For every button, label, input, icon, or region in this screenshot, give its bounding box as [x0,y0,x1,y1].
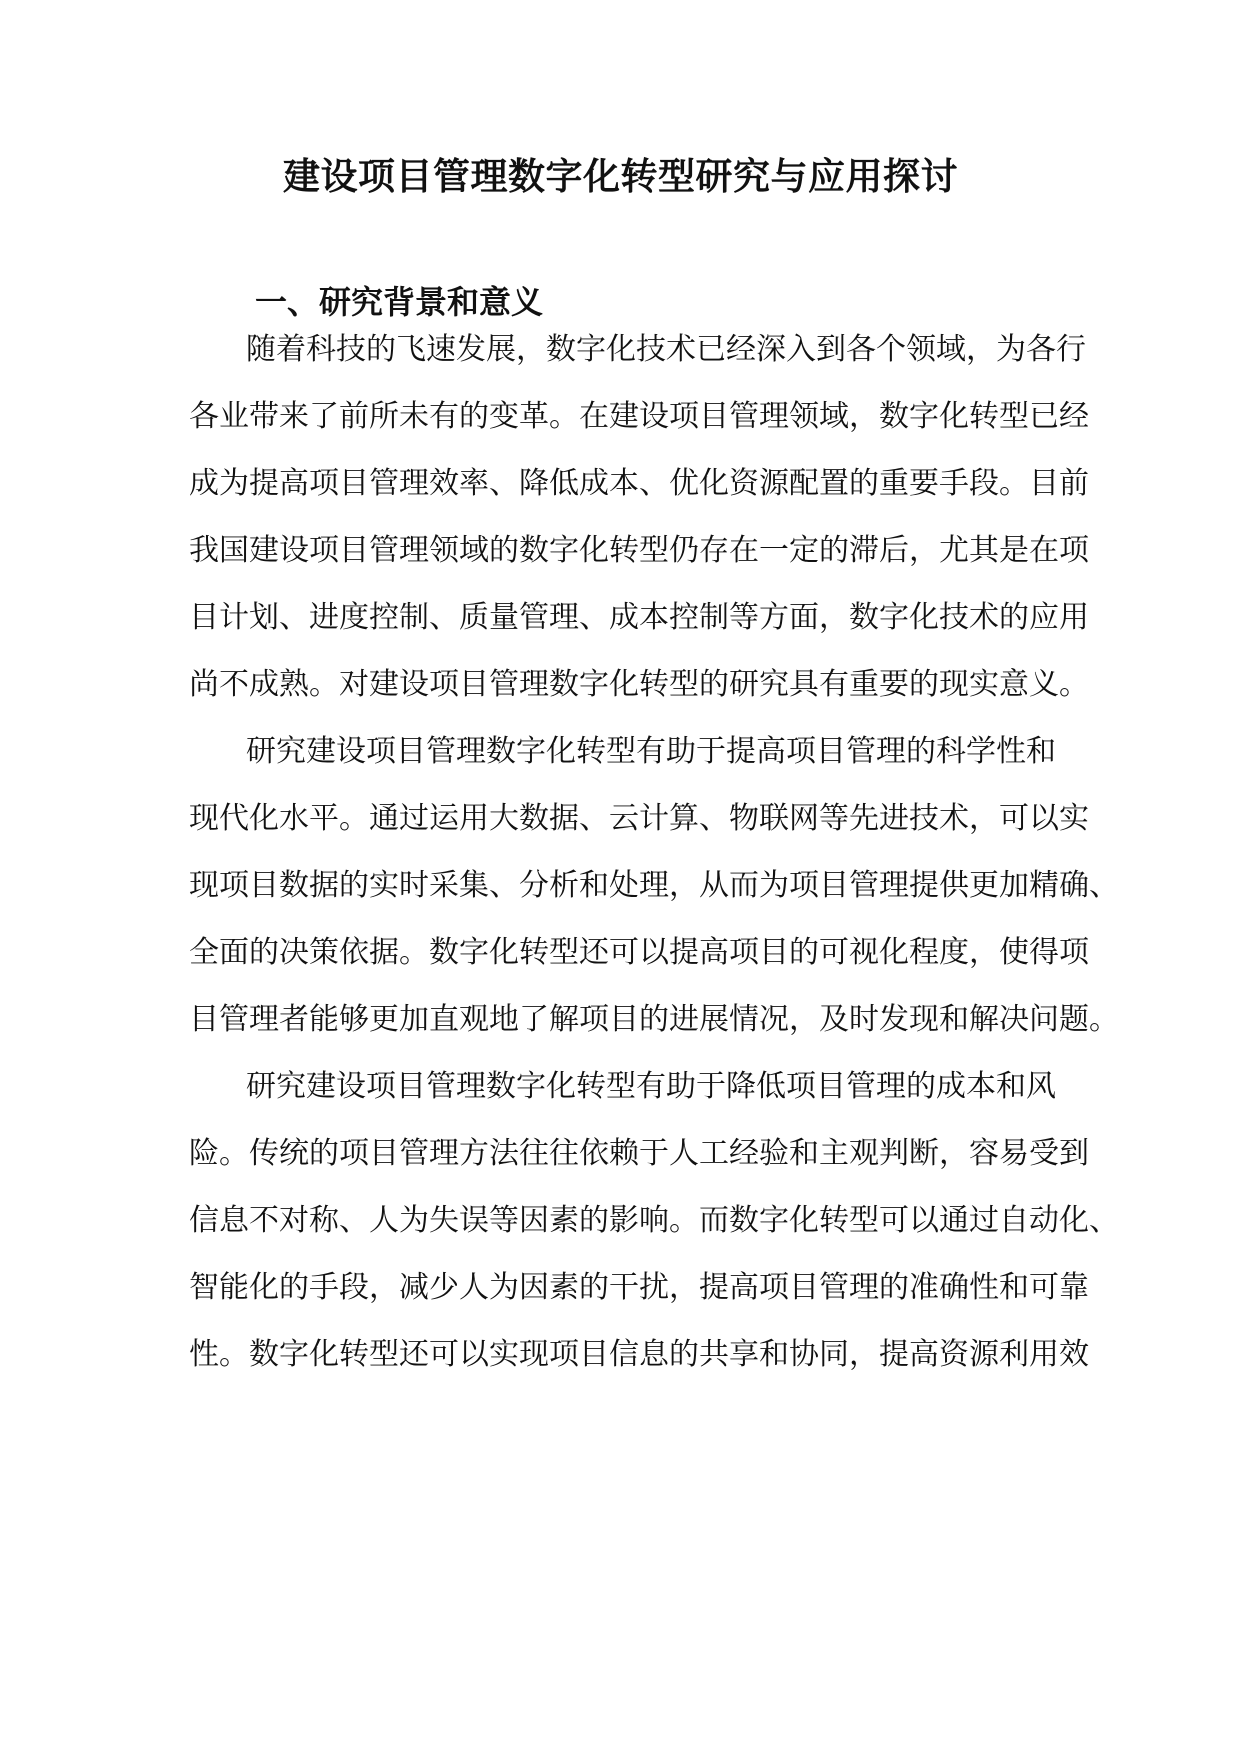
paragraph-line: 信息不对称、人为失误等因素的影响。而数字化转型可以通过自动化、 [189,1203,1119,1238]
paragraph-line: 性。数字化转型还可以实现项目信息的共享和协同，提高资源利用效 [189,1337,1089,1372]
paragraph-line: 险。传统的项目管理方法往往依赖于人工经验和主观判断，容易受到 [189,1136,1089,1171]
paragraph-line: 我国建设项目管理领域的数字化转型仍存在一定的滞后，尤其是在项 [189,533,1089,568]
paragraph-line: 尚不成熟。对建设项目管理数字化转型的研究具有重要的现实意义。 [189,667,1089,702]
paragraph-line: 研究建设项目管理数字化转型有助于提高项目管理的科学性和 [246,734,1056,769]
paragraph-line: 现代化水平。通过运用大数据、云计算、物联网等先进技术，可以实 [189,801,1089,836]
section-heading: 一、研究背景和意义 [255,283,544,321]
paragraph-line: 智能化的手段，减少人为因素的干扰，提高项目管理的准确性和可靠 [189,1270,1089,1305]
paragraph-line: 随着科技的飞速发展，数字化技术已经深入到各个领域，为各行 [246,332,1086,367]
document-title: 建设项目管理数字化转型研究与应用探讨 [283,154,958,198]
paragraph-line: 目管理者能够更加直观地了解项目的进展情况，及时发现和解决问题。 [189,1002,1119,1037]
paragraph-line: 目计划、进度控制、质量管理、成本控制等方面，数字化技术的应用 [189,600,1089,635]
paragraph-line: 成为提高项目管理效率、降低成本、优化资源配置的重要手段。目前 [189,466,1089,501]
paragraph-line: 研究建设项目管理数字化转型有助于降低项目管理的成本和风 [246,1069,1056,1104]
paragraph-line: 各业带来了前所未有的变革。在建设项目管理领域，数字化转型已经 [189,399,1089,434]
paragraph-line: 现项目数据的实时采集、分析和处理，从而为项目管理提供更加精确、 [189,868,1119,903]
paragraph-line: 全面的决策依据。数字化转型还可以提高项目的可视化程度，使得项 [189,935,1089,970]
